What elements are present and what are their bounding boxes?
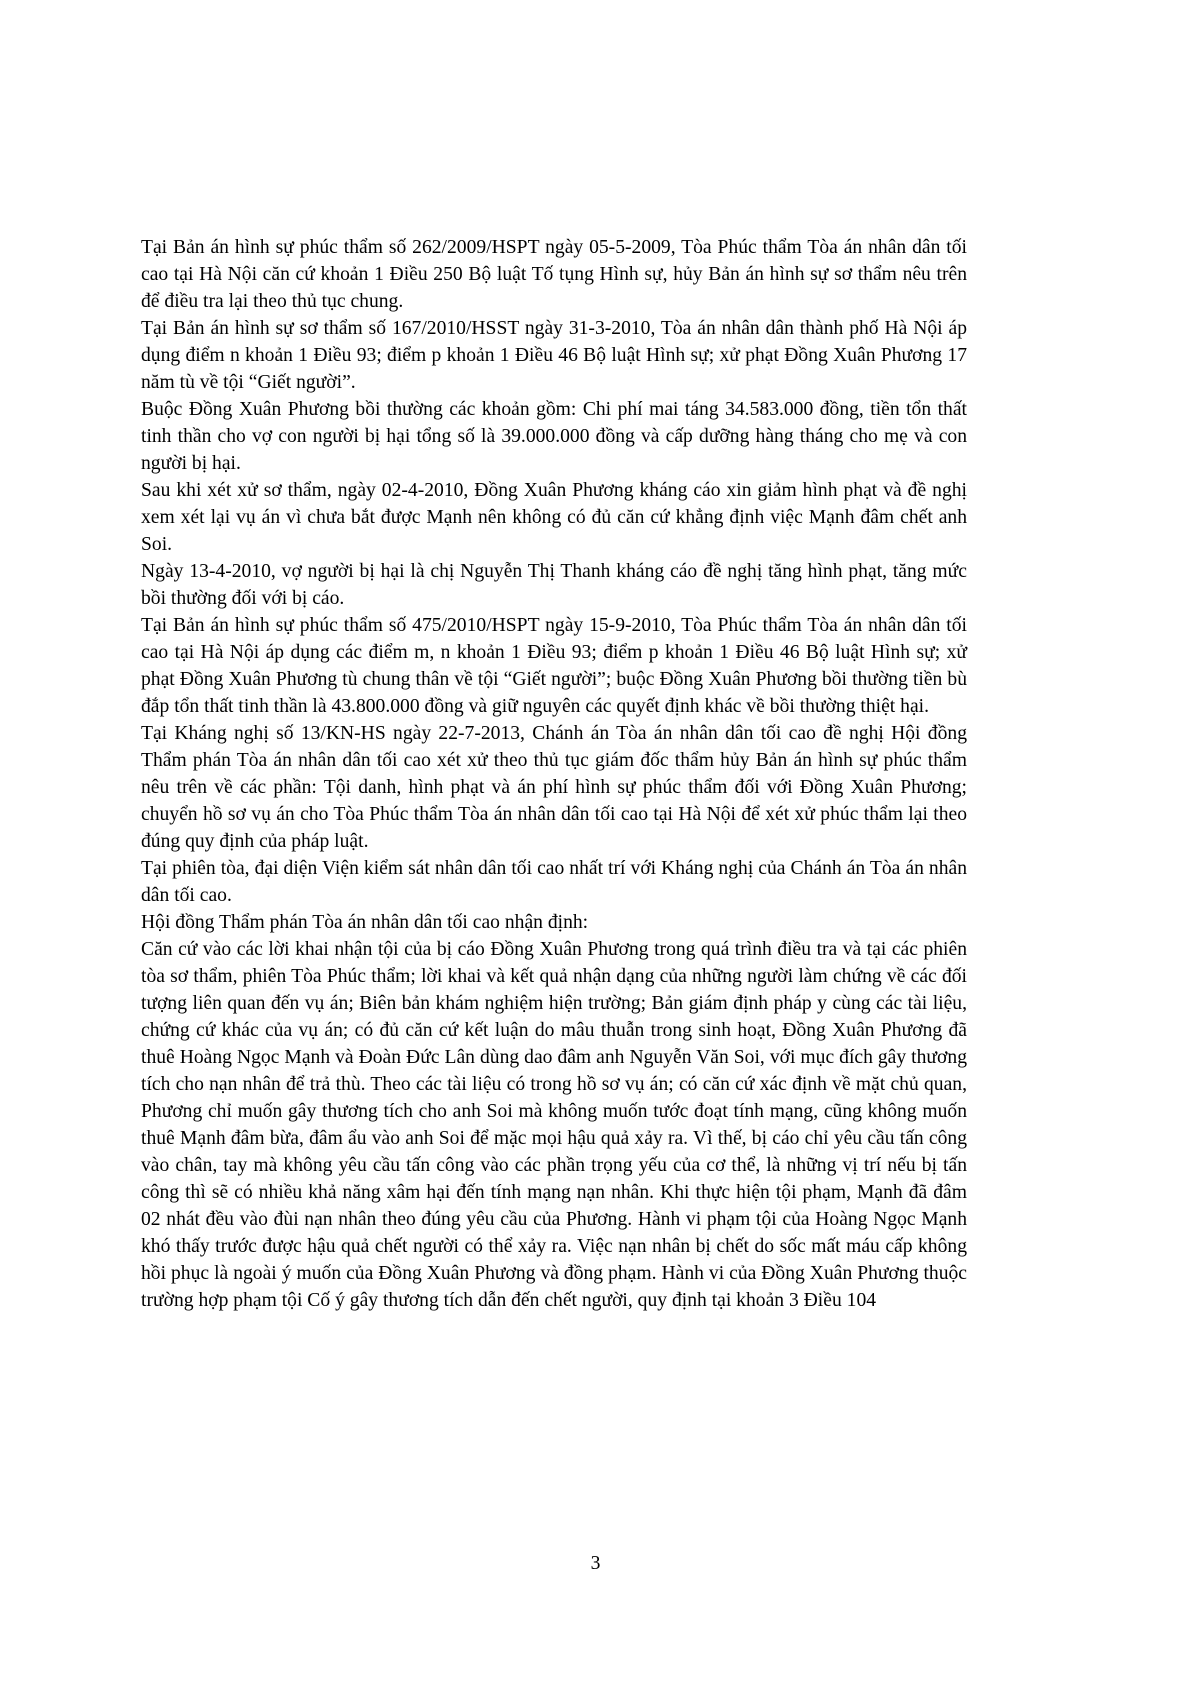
paragraph-appeal-judgment-262: Tại Bản án hình sự phúc thẩm số 262/2009/HSPT ngày 05-5-2009, Tòa Phúc thẩm Tòa án nhân dân tối cao tại Hà Nội căn cứ khoản 1 Điều 250 Bộ luật Tố tụng Hình sự, hủy Bản án hình sự sơ thẩm nêu trên để điều tra lại theo thủ tục chung. (141, 237, 967, 312)
paragraph-council-findings-heading: Hội đồng Thẩm phán Tòa án nhân dân tối cao nhận định: (141, 912, 589, 933)
document-body (141, 234, 967, 1314)
paragraph-protest-13: Tại Kháng nghị số 13/KN-HS ngày 22-7-2013, Chánh án Tòa án nhân dân tối cao đề nghị Hội đồng Thẩm phán Tòa án nhân dân tối cao xét xử theo thủ tục giám đốc thẩm hủy Bản án hình sự phúc thẩm nêu trên về các phần: Tội danh, hình phạt và án phí hình sự phúc thẩm đối với Đồng Xuân Phương; chuyển hồ sơ vụ án cho Tòa Phúc thẩm Tòa án nhân dân tối cao tại Hà Nội để xét xử phúc thẩm lại theo đúng quy định của pháp luật. (141, 723, 967, 852)
page-number: 3 (590, 1553, 601, 1574)
paragraph-first-instance-judgment-167: Tại Bản án hình sự sơ thẩm số 167/2010/HSST ngày 31-3-2010, Tòa án nhân dân thành phố Hà Nội áp dụng điểm n khoản 1 Điều 93; điểm p khoản 1 Điều 46 Bộ luật Hình sự; xử phạt Đồng Xuân Phương 17 năm tù về tội “Giết người”. (141, 318, 967, 393)
paragraph-victim-wife-appeal: Ngày 13-4-2010, vợ người bị hại là chị Nguyễn Thị Thanh kháng cáo đề nghị tăng hình phạt, tăng mức bồi thường đối với bị cáo. (141, 561, 967, 609)
paragraph-compensation-order: Buộc Đồng Xuân Phương bồi thường các khoản gồm: Chi phí mai táng 34.583.000 đồng, tiền tổn thất tinh thần cho vợ con người bị hại tổng số là 39.000.000 đồng và cấp dưỡng hàng tháng cho mẹ và con người bị hại. (141, 399, 967, 474)
paragraph-defendant-appeal: Sau khi xét xử sơ thẩm, ngày 02-4-2010, Đồng Xuân Phương kháng cáo xin giảm hình phạt và đề nghị xem xét lại vụ án vì chưa bắt được Mạnh nên không có đủ căn cứ khẳng định việc Mạnh đâm chết anh Soi. (141, 480, 967, 555)
paragraph-procuracy-opinion: Tại phiên tòa, đại diện Viện kiểm sát nhân dân tối cao nhất trí với Kháng nghị của Chánh án Tòa án nhân dân tối cao. (141, 858, 967, 906)
paragraph-council-findings: Căn cứ vào các lời khai nhận tội của bị cáo Đồng Xuân Phương trong quá trình điều tra và tại các phiên tòa sơ thẩm, phiên Tòa Phúc thẩm; lời khai và kết quả nhận dạng của những người làm chứng về các đối tượng liên quan đến vụ án; Biên bản khám nghiệm hiện trường; Bản giám định pháp y cùng các tài liệu, chứng cứ khác của vụ án; có đủ căn cứ kết luận do mâu thuẫn trong sinh hoạt, Đồng Xuân Phương đã thuê Hoàng Ngọc Mạnh và Đoàn Đức Lân dùng dao đâm anh Nguyễn Văn Soi, với mục đích gây thương tích cho nạn nhân để trả thù. Theo các tài liệu có trong hồ sơ vụ án; có căn cứ xác định về mặt chủ quan, Phương chỉ muốn gây thương tích cho anh Soi mà không muốn tước đoạt tính mạng, cũng không muốn thuê Mạnh đâm bừa, đâm ẩu vào anh Soi để mặc mọi hậu quả xảy ra. Vì thế, bị cáo chỉ yêu cầu tấn công vào chân, tay mà không yêu cầu tấn công vào các phần trọng yếu của cơ thể, là những vị trí nếu bị tấn công thì sẽ có nhiều khả năng xâm hại đến tính mạng nạn nhân. Khi thực hiện tội phạm, Mạnh đã đâm 02 nhát đều vào đùi nạn nhân theo đúng yêu cầu của Phương. Hành vi phạm tội của Hoàng Ngọc Mạnh khó thấy trước được hậu quả chết người có thể xảy ra. Việc nạn nhân bị chết do sốc mất máu cấp không hồi phục là ngoài ý muốn của Đồng Xuân Phương và đồng phạm. Hành vi của Đồng Xuân Phương thuộc trường hợp phạm tội Cố ý gây thương tích dẫn đến chết người, quy định tại khoản 3 Điều 104 (141, 939, 967, 1311)
paragraph-appeal-judgment-475: Tại Bản án hình sự phúc thẩm số 475/2010/HSPT ngày 15-9-2010, Tòa Phúc thẩm Tòa án nhân dân tối cao tại Hà Nội áp dụng các điểm m, n khoản 1 Điều 93; điểm p khoản 1 Điều 46 Bộ luật Hình sự; xử phạt Đồng Xuân Phương tù chung thân về tội “Giết người”; buộc Đồng Xuân Phương bồi thường tiền bù đắp tổn thất tinh thần là 43.800.000 đồng và giữ nguyên các quyết định khác về bồi thường thiệt hại. (141, 615, 967, 717)
